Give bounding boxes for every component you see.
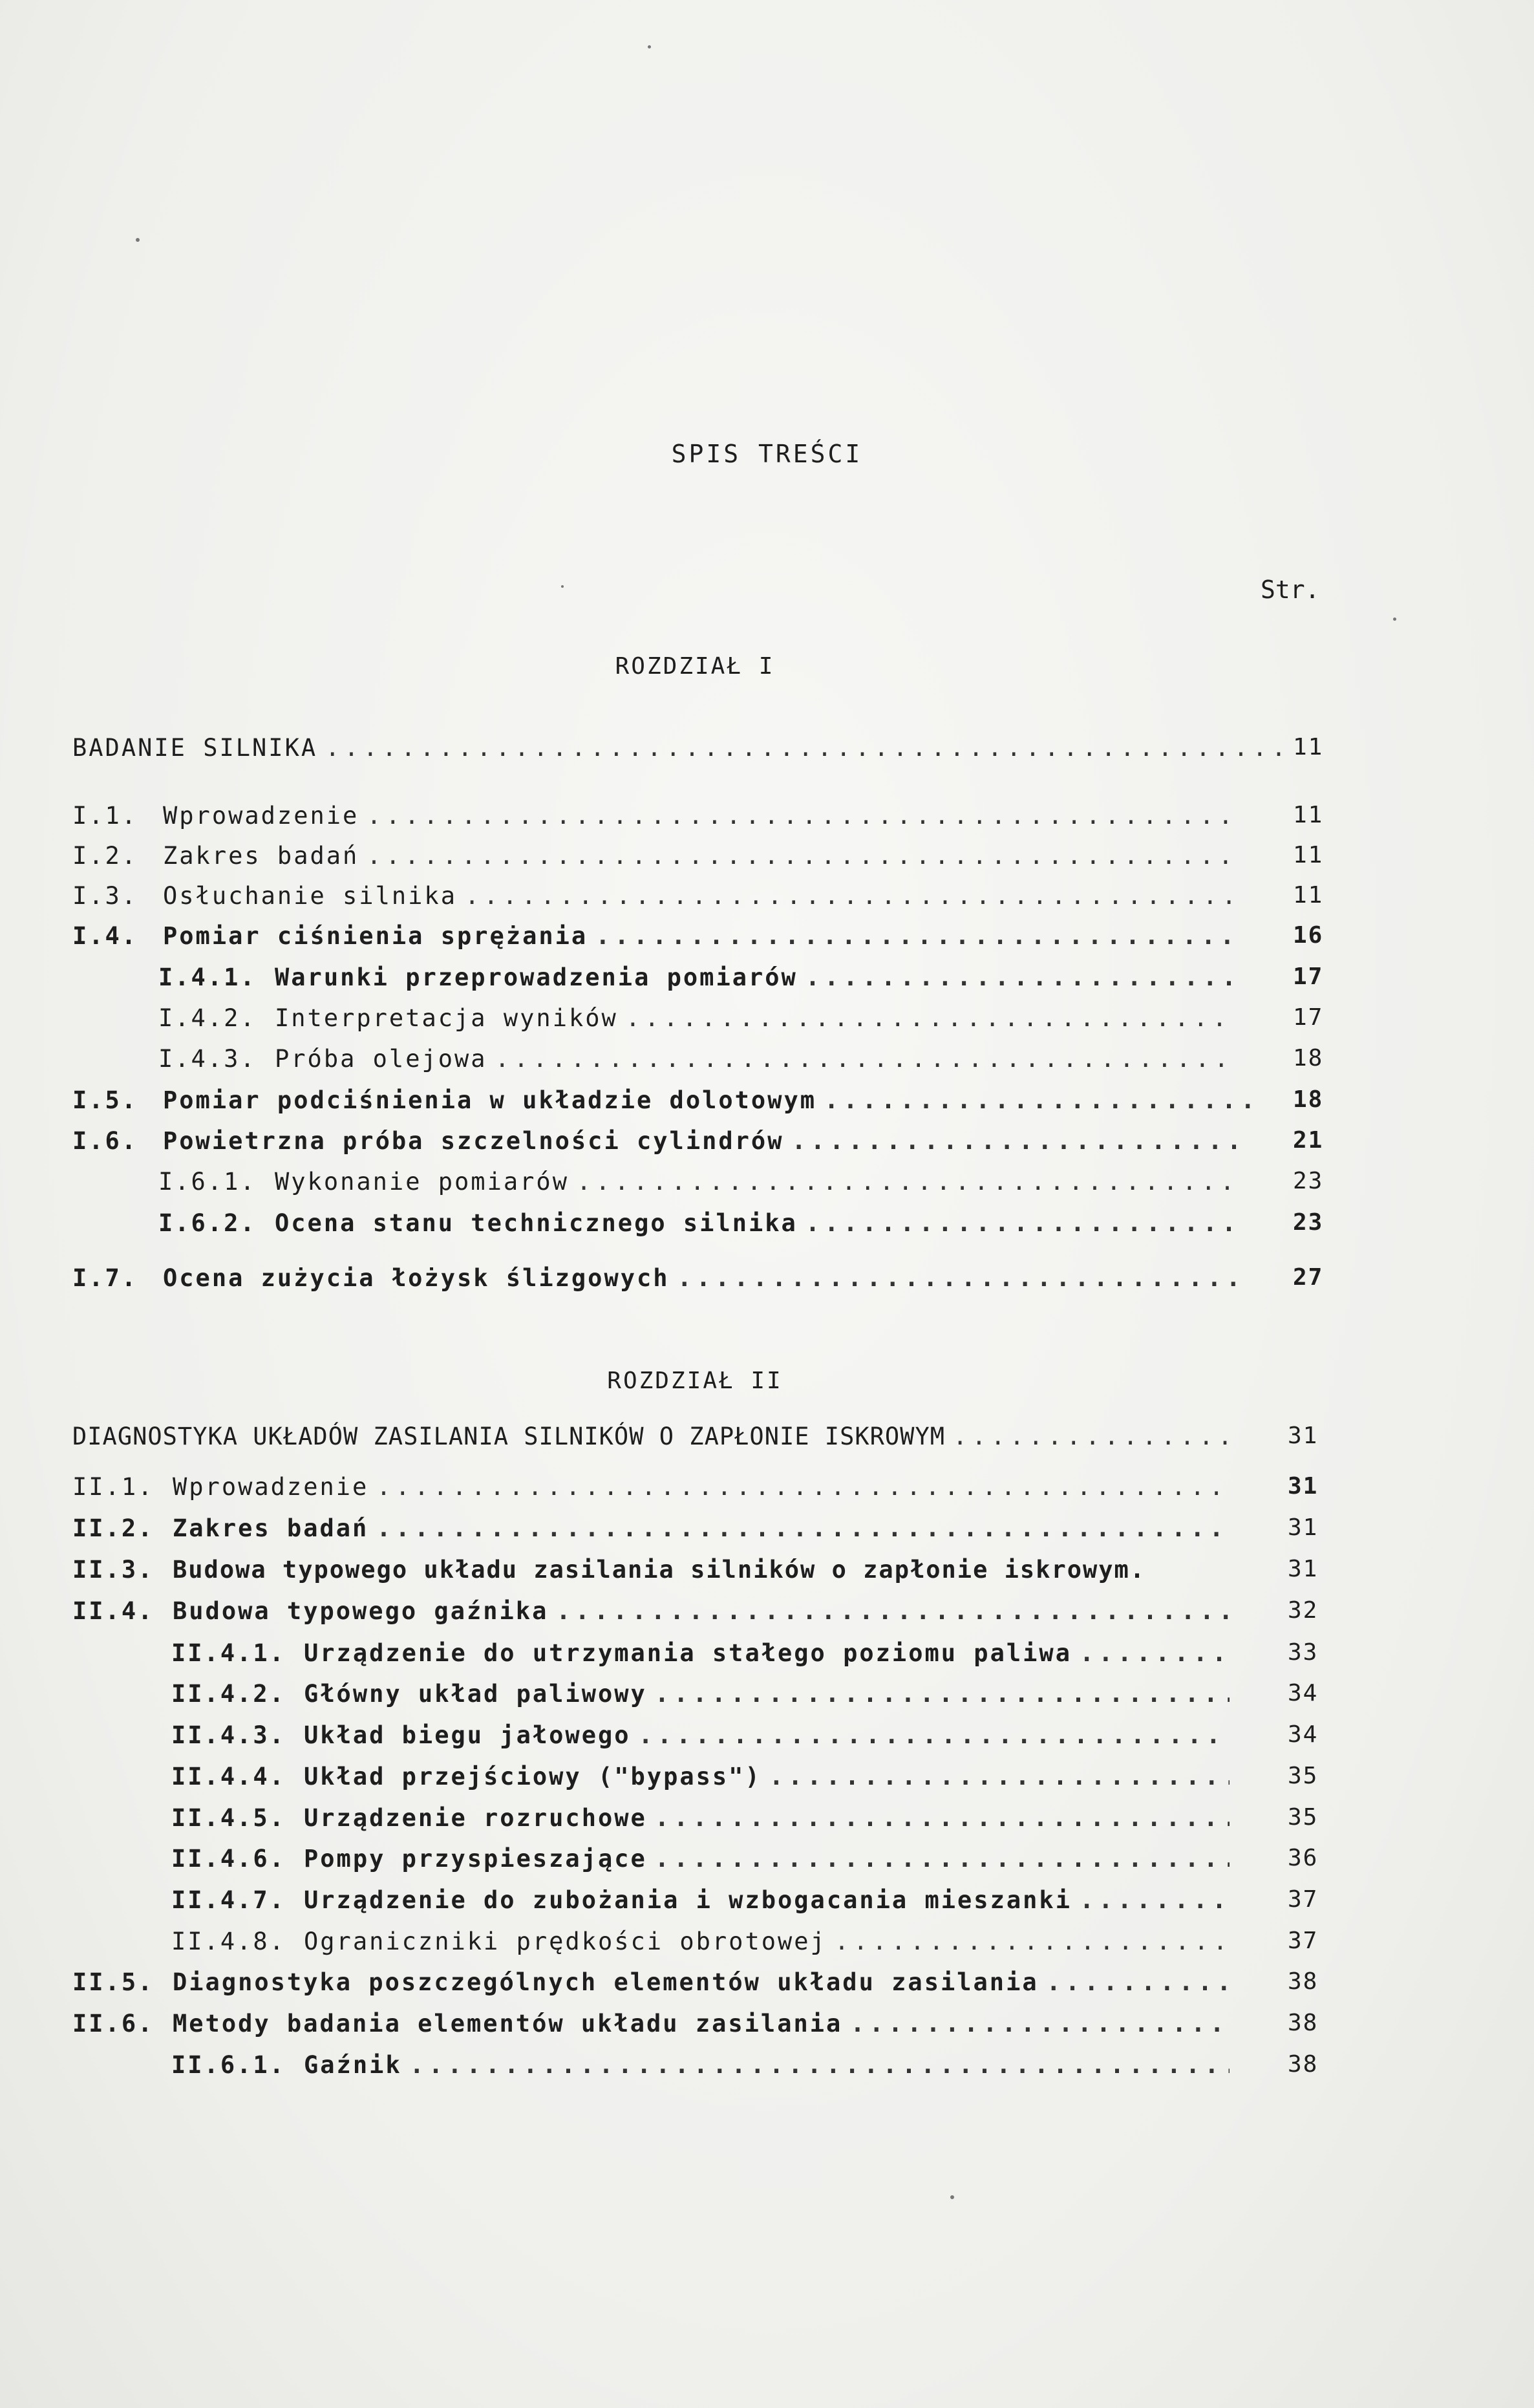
entry-number: I.4.3. (158, 1045, 257, 1073)
entry-text: Zakres badań (163, 842, 359, 870)
dot-leader (1080, 1886, 1230, 1914)
entry-text: Pomiar ciśnienia sprężania (163, 922, 588, 950)
dot-leader (1047, 1968, 1230, 1996)
entry-text: Układ biegu jałowego (304, 1721, 631, 1749)
toc-subentry (171, 1886, 1319, 1922)
entry-page: 23 (1293, 1209, 1324, 1236)
entry-page: 11 (1293, 882, 1324, 908)
entry-number: II.4.2. (171, 1680, 286, 1708)
entry-page: 11 (1293, 842, 1324, 868)
entry-text: Wprowadzenie (163, 802, 359, 830)
dot-leader (835, 1928, 1230, 1955)
entry-page: 31 (1288, 1556, 1319, 1582)
entry-page: 11 (1293, 734, 1324, 760)
toc-subentry (171, 1721, 1319, 1758)
entry-text: Urządzenie do utrzymania stałego poziomu paliwa (304, 1639, 1072, 1667)
toc-subentry (171, 1639, 1319, 1675)
toc-subentry (158, 1168, 1324, 1204)
entry-number: II.6. (72, 2010, 154, 2037)
entry-text: Budowa typowego układu zasilania silników o zapłonie iskrowym. (173, 1556, 1146, 1584)
dot-leader (850, 2010, 1230, 2037)
toc-entry (72, 1127, 1324, 1163)
chapter-2-heading: ROZDZIAŁ II (607, 1368, 783, 1394)
scan-speck (136, 238, 140, 242)
dot-leader (655, 1804, 1230, 1832)
toc-main-entry-1 (72, 734, 1324, 770)
entry-text: Gaźnik (304, 2051, 402, 2079)
dot-leader (367, 802, 1236, 830)
entry-number: II.3. (72, 1556, 154, 1584)
toc-entry (72, 1968, 1319, 2005)
page-column-label: Str. (1261, 575, 1320, 604)
toc-entry (72, 1086, 1324, 1123)
entry-number: I.5. (72, 1086, 138, 1114)
dot-leader (495, 1045, 1236, 1073)
entry-text: Urządzenie do zubożania i wzbogacania mieszanki (304, 1886, 1072, 1914)
entry-page: 37 (1288, 1886, 1319, 1913)
entry-number: II.6.1. (171, 2051, 286, 2079)
entry-page: 31 (1288, 1473, 1319, 1500)
dot-leader (805, 963, 1236, 991)
page-title: SPIS TREŚCI (671, 440, 863, 468)
entry-text: BADANIE SILNIKA (72, 734, 318, 762)
dot-leader (655, 1680, 1230, 1708)
dot-leader (953, 1423, 1230, 1450)
toc-subentry (171, 1680, 1319, 1716)
entry-number: I.6.1. (158, 1168, 257, 1196)
dot-leader (655, 1845, 1230, 1873)
entry-page: 37 (1288, 1928, 1319, 1954)
entry-page: 16 (1293, 922, 1324, 949)
entry-number: II.4.8. (171, 1928, 286, 1955)
dot-leader (410, 2051, 1230, 2079)
entry-number: I.7. (72, 1264, 138, 1292)
toc-main-entry-2 (72, 1423, 1319, 1459)
entry-number: I.6. (72, 1127, 138, 1155)
entry-page: 18 (1293, 1045, 1324, 1071)
dot-leader (367, 842, 1236, 870)
toc-entry (72, 1514, 1319, 1551)
entry-text: Układ przejściowy ("bypass") (304, 1763, 762, 1790)
dot-leader (639, 1721, 1230, 1749)
scan-speck (648, 45, 651, 48)
toc-subentry (158, 1209, 1324, 1245)
entry-text: Pomiar podciśnienia w układzie dolotowym (163, 1086, 817, 1114)
toc-entry (72, 922, 1324, 958)
entry-text: Warunki przeprowadzenia pomiarów (275, 963, 798, 991)
entry-number: I.2. (72, 842, 138, 870)
toc-entry (72, 842, 1324, 878)
entry-page: 11 (1293, 802, 1324, 828)
entry-page: 23 (1293, 1168, 1324, 1194)
entry-page: 17 (1293, 963, 1324, 990)
entry-number: II.5. (72, 1968, 154, 1996)
entry-page: 35 (1288, 1763, 1319, 1789)
entry-number: I.1. (72, 802, 138, 830)
dot-leader (791, 1127, 1236, 1155)
entry-text: Metody badania elementów układu zasilania (173, 2010, 843, 2037)
dot-leader (677, 1264, 1236, 1292)
entry-page: 33 (1288, 1639, 1319, 1666)
entry-text: Wykonanie pomiarów (275, 1168, 569, 1196)
dot-leader (769, 1763, 1230, 1790)
entry-number: II.1. (72, 1473, 154, 1501)
toc-entry (72, 1556, 1319, 1592)
entry-page: 36 (1288, 1845, 1319, 1871)
entry-text: DIAGNOSTYKA UKŁADÓW ZASILANIA SILNIKÓW O ZAPŁONIE ISKROWYM (72, 1423, 946, 1450)
dot-leader (376, 1473, 1230, 1501)
toc-entry (72, 2010, 1319, 2046)
entry-text: Ograniczniki prędkości obrotowej (304, 1928, 827, 1955)
entry-page: 34 (1288, 1721, 1319, 1748)
entry-page: 32 (1288, 1597, 1319, 1624)
entry-page: 31 (1288, 1423, 1319, 1449)
dot-leader (325, 734, 1284, 762)
entry-text: Zakres badań (173, 1514, 369, 1542)
chapter-1-heading: ROZDZIAŁ I (615, 653, 775, 680)
entry-page: 38 (1288, 2051, 1319, 2078)
toc-entry (72, 882, 1324, 918)
dot-leader (805, 1209, 1236, 1237)
entry-number: II.4. (72, 1597, 154, 1625)
toc-entry (72, 802, 1324, 838)
dot-leader (626, 1004, 1236, 1032)
dot-leader (376, 1514, 1230, 1542)
toc-subentry (158, 1045, 1324, 1081)
entry-text: Ocena zużycia łożysk ślizgowych (163, 1264, 670, 1292)
dot-leader (465, 882, 1236, 910)
entry-page: 17 (1293, 1004, 1324, 1031)
entry-text: Interpretacja wyników (275, 1004, 618, 1032)
entry-number: I.4. (72, 922, 138, 950)
entry-page: 21 (1293, 1127, 1324, 1154)
entry-page: 35 (1288, 1804, 1319, 1831)
entry-text: Ocena stanu technicznego silnika (275, 1209, 798, 1237)
dot-leader (595, 922, 1236, 950)
toc-subentry (158, 1004, 1324, 1040)
entry-number: I.3. (72, 882, 138, 910)
entry-number: II.4.1. (171, 1639, 286, 1667)
scan-speck (561, 585, 564, 588)
toc-subentry (171, 2051, 1319, 2087)
entry-page: 18 (1293, 1086, 1324, 1113)
dot-leader (1080, 1639, 1230, 1667)
entry-text: Urządzenie rozruchowe (304, 1804, 647, 1832)
entry-number: I.4.2. (158, 1004, 257, 1032)
entry-number: I.4.1. (158, 963, 257, 991)
toc-subentry (171, 1928, 1319, 1964)
entry-number: I.6.2. (158, 1209, 257, 1237)
entry-text: Pompy przyspieszające (304, 1845, 647, 1873)
entry-page: 38 (1288, 1968, 1319, 1995)
toc-subentry (171, 1845, 1319, 1881)
entry-page: 38 (1288, 2010, 1319, 2036)
entry-text: Wprowadzenie (173, 1473, 369, 1501)
dot-leader (824, 1086, 1255, 1114)
entry-number: II.4.5. (171, 1804, 286, 1832)
entry-number: II.4.7. (171, 1886, 286, 1914)
toc-entry (72, 1473, 1319, 1509)
entry-number: II.4.6. (171, 1845, 286, 1873)
entry-page: 34 (1288, 1680, 1319, 1706)
entry-number: II.2. (72, 1514, 154, 1542)
toc-entry (72, 1597, 1319, 1633)
entry-text: Budowa typowego gaźnika (173, 1597, 549, 1625)
toc-subentry (171, 1763, 1319, 1799)
scan-speck (950, 2195, 954, 2199)
entry-number: II.4.3. (171, 1721, 286, 1749)
entry-text: Główny układ paliwowy (304, 1680, 647, 1708)
entry-text: Próba olejowa (275, 1045, 487, 1073)
toc-subentry (158, 963, 1324, 1000)
entry-text: Diagnostyka poszczególnych elementów układu zasilania (173, 1968, 1039, 1996)
dot-leader (577, 1168, 1236, 1196)
entry-page: 27 (1293, 1264, 1324, 1291)
entry-text: Powietrzna próba szczelności cylindrów (163, 1127, 784, 1155)
toc-entry (72, 1264, 1324, 1300)
entry-page: 31 (1288, 1514, 1319, 1541)
toc-subentry (171, 1804, 1319, 1840)
entry-number: II.4.4. (171, 1763, 286, 1790)
entry-text: Osłuchanie silnika (163, 882, 457, 910)
scan-speck (1393, 618, 1396, 621)
dot-leader (556, 1597, 1230, 1625)
